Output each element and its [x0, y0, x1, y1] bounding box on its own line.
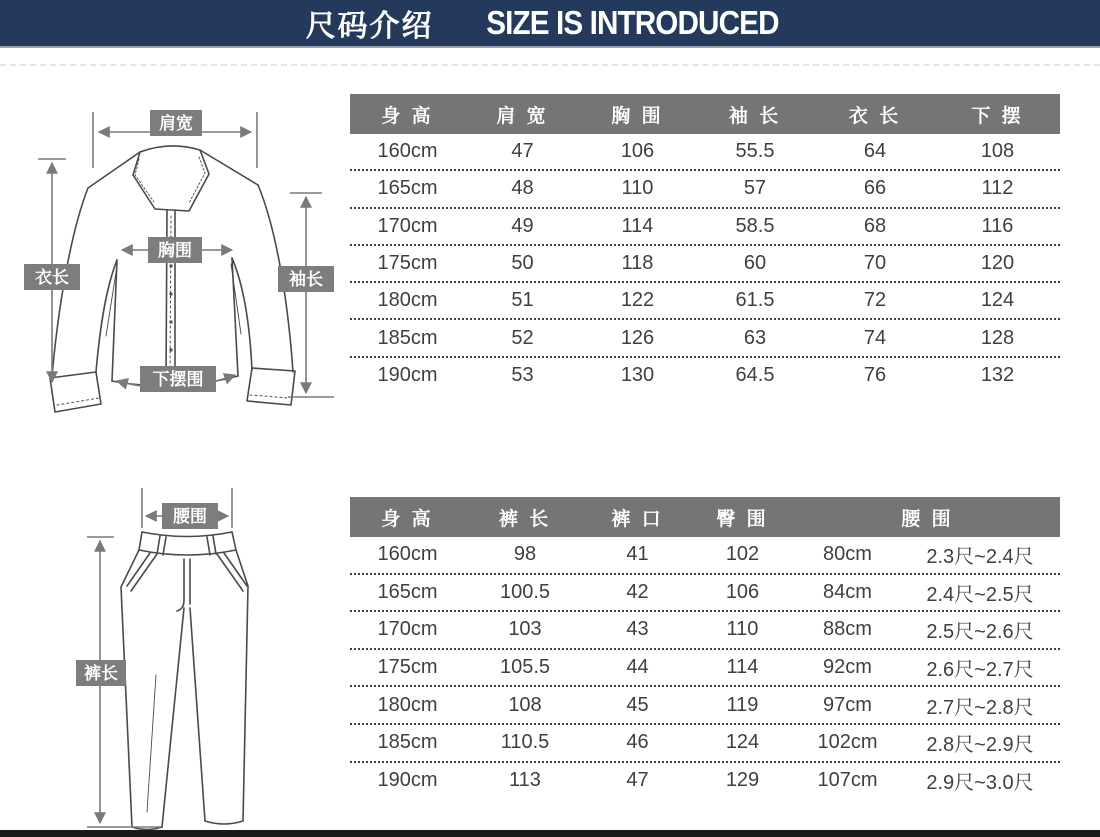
- table-cell: 124: [725, 731, 760, 754]
- table-row: [350, 575, 1060, 613]
- table-cell: 170cm: [377, 618, 438, 641]
- table-cell: 98: [513, 543, 537, 566]
- table-cell: 43: [626, 618, 649, 641]
- table-cell: 42: [626, 580, 649, 603]
- table-cell: 102cm: [817, 731, 878, 754]
- shirt-size-table: [350, 94, 1060, 393]
- pants-diagram: [0, 480, 345, 832]
- table-row: [350, 763, 1060, 799]
- header-cell: 下 摆: [971, 105, 1024, 127]
- table-cell: 74: [863, 326, 887, 349]
- table-cell: 112: [981, 177, 1014, 200]
- table-cell: 114: [621, 214, 654, 237]
- bottom-divider-bar: [0, 830, 1100, 837]
- table-cell: 106: [725, 580, 760, 603]
- header-cell: 裤 口: [611, 508, 664, 530]
- table-cell: 51: [511, 289, 534, 312]
- table-cell: 68: [863, 214, 887, 237]
- table-row: [350, 537, 1060, 575]
- banner-title-zh: 尺码介绍: [305, 10, 434, 43]
- table-cell: 180cm: [377, 289, 438, 312]
- table-cell: 185cm: [377, 731, 438, 754]
- table-row: [350, 358, 1060, 393]
- table-cell: 129: [725, 768, 760, 791]
- table-cell: 108: [980, 140, 1015, 163]
- table-cell: 80cm: [823, 543, 872, 566]
- table-cell: 97cm: [823, 693, 872, 716]
- pants-table-header: [350, 497, 1060, 537]
- table-cell: 116: [981, 214, 1014, 237]
- table-cell: 107cm: [817, 768, 878, 791]
- header-cell: 身 高: [381, 508, 434, 530]
- table-cell: 64.5: [735, 363, 775, 386]
- shirt-table-body: [350, 134, 1060, 393]
- table-cell: 47: [511, 140, 534, 163]
- table-cell: 160cm: [377, 140, 438, 163]
- table-row: [350, 134, 1060, 171]
- header-cell: 身 高: [381, 105, 434, 127]
- table-cell: 105.5: [499, 656, 551, 679]
- header-cell: 肩 宽: [496, 105, 549, 127]
- table-cell: 84cm: [823, 580, 872, 603]
- table-cell: 49: [511, 214, 534, 237]
- table-cell: 60: [743, 252, 767, 275]
- table-cell: 122: [620, 289, 655, 312]
- table-cell: 70: [863, 252, 887, 275]
- table-cell: 185cm: [377, 326, 438, 349]
- table-cell: 45: [626, 693, 649, 716]
- table-row: [350, 650, 1060, 688]
- table-cell: 41: [626, 543, 649, 566]
- table-cell: 88cm: [823, 618, 872, 641]
- table-cell: 2.6尺~2.7尺: [926, 659, 1034, 682]
- table-cell: 2.8尺~2.9尺: [926, 734, 1034, 757]
- table-cell: 46: [626, 731, 649, 754]
- table-cell: 126: [620, 326, 655, 349]
- header-cell: 衣 长: [848, 105, 902, 127]
- table-cell: 110.5: [500, 731, 550, 754]
- table-row: [350, 612, 1060, 650]
- header-cell: 臀 围: [716, 508, 769, 530]
- table-cell: 120: [980, 252, 1015, 275]
- table-cell: 119: [726, 693, 759, 716]
- table-cell: 103: [508, 618, 542, 641]
- waist-label: 腰围: [173, 507, 207, 526]
- table-cell: 2.3尺~2.4尺: [926, 546, 1034, 569]
- table-cell: 180cm: [377, 693, 438, 716]
- hem-label: 下摆围: [152, 370, 204, 389]
- pants-size-table: [350, 497, 1060, 798]
- pants-outline: [121, 532, 248, 830]
- table-row: [350, 687, 1060, 725]
- table-cell: 52: [511, 326, 534, 349]
- sleeve-label: 袖长: [289, 270, 323, 289]
- table-cell: 92cm: [823, 656, 872, 679]
- table-cell: 2.7尺~2.8尺: [926, 696, 1034, 719]
- table-cell: 58.5: [735, 214, 775, 237]
- table-cell: 110: [726, 618, 759, 641]
- table-cell: 132: [980, 363, 1015, 386]
- table-cell: 130: [620, 363, 655, 386]
- table-cell: 55.5: [735, 140, 775, 163]
- table-cell: 2.5尺~2.6尺: [926, 621, 1034, 644]
- table-row: [350, 209, 1060, 246]
- table-cell: 175cm: [377, 252, 438, 275]
- shirt-diagram: [0, 88, 345, 423]
- table-cell: 190cm: [377, 363, 438, 386]
- shirt-table-header: [350, 94, 1060, 134]
- table-cell: 57: [743, 177, 767, 200]
- table-cell: 64: [863, 140, 887, 163]
- table-row: [350, 320, 1060, 357]
- table-cell: 2.4尺~2.5尺: [926, 583, 1034, 606]
- table-cell: 170cm: [377, 214, 438, 237]
- table-cell: 124: [980, 289, 1015, 312]
- table-cell: 118: [621, 252, 654, 275]
- banner-title-en: SIZE IS INTRODUCED: [485, 4, 779, 41]
- table-cell: 76: [863, 363, 887, 386]
- title-banner: [0, 0, 1100, 48]
- table-cell: 106: [620, 140, 655, 163]
- table-cell: 160cm: [377, 543, 438, 566]
- header-cell: 胸 围: [611, 105, 664, 127]
- table-cell: 100.5: [499, 580, 551, 603]
- length-label: 衣长: [35, 268, 69, 287]
- table-cell: 114: [726, 656, 759, 679]
- pants-table-body: [350, 537, 1060, 798]
- table-row: [350, 171, 1060, 208]
- table-row: [350, 246, 1060, 283]
- chest-label: 胸围: [158, 241, 192, 260]
- table-cell: 63: [743, 326, 767, 349]
- table-cell: 165cm: [377, 177, 438, 200]
- pants-length-label: 裤长: [84, 664, 118, 683]
- table-cell: 128: [980, 326, 1015, 349]
- decorative-dashed-line: [0, 64, 1100, 66]
- shoulder-label: 肩宽: [159, 114, 193, 133]
- table-cell: 165cm: [377, 580, 438, 603]
- table-cell: 190cm: [377, 768, 438, 791]
- table-cell: 44: [626, 656, 649, 679]
- table-cell: 53: [511, 363, 534, 386]
- table-cell: 108: [508, 693, 542, 716]
- table-cell: 48: [511, 177, 534, 200]
- table-row: [350, 725, 1060, 763]
- table-cell: 47: [626, 768, 649, 791]
- header-cell: 袖 长: [728, 105, 782, 127]
- table-row: [350, 283, 1060, 320]
- table-cell: 66: [863, 177, 887, 200]
- table-cell: 2.9尺~3.0尺: [926, 771, 1034, 794]
- header-cell: 裤 长: [498, 508, 552, 530]
- pants-dimension-labels: [76, 503, 218, 686]
- header-cell: 腰 围: [901, 508, 954, 530]
- table-cell: 110: [621, 177, 654, 200]
- table-cell: 113: [509, 768, 541, 791]
- table-cell: 72: [863, 289, 887, 312]
- table-cell: 50: [511, 252, 534, 275]
- table-cell: 175cm: [377, 656, 438, 679]
- table-cell: 102: [725, 543, 760, 566]
- table-cell: 61.5: [735, 289, 775, 312]
